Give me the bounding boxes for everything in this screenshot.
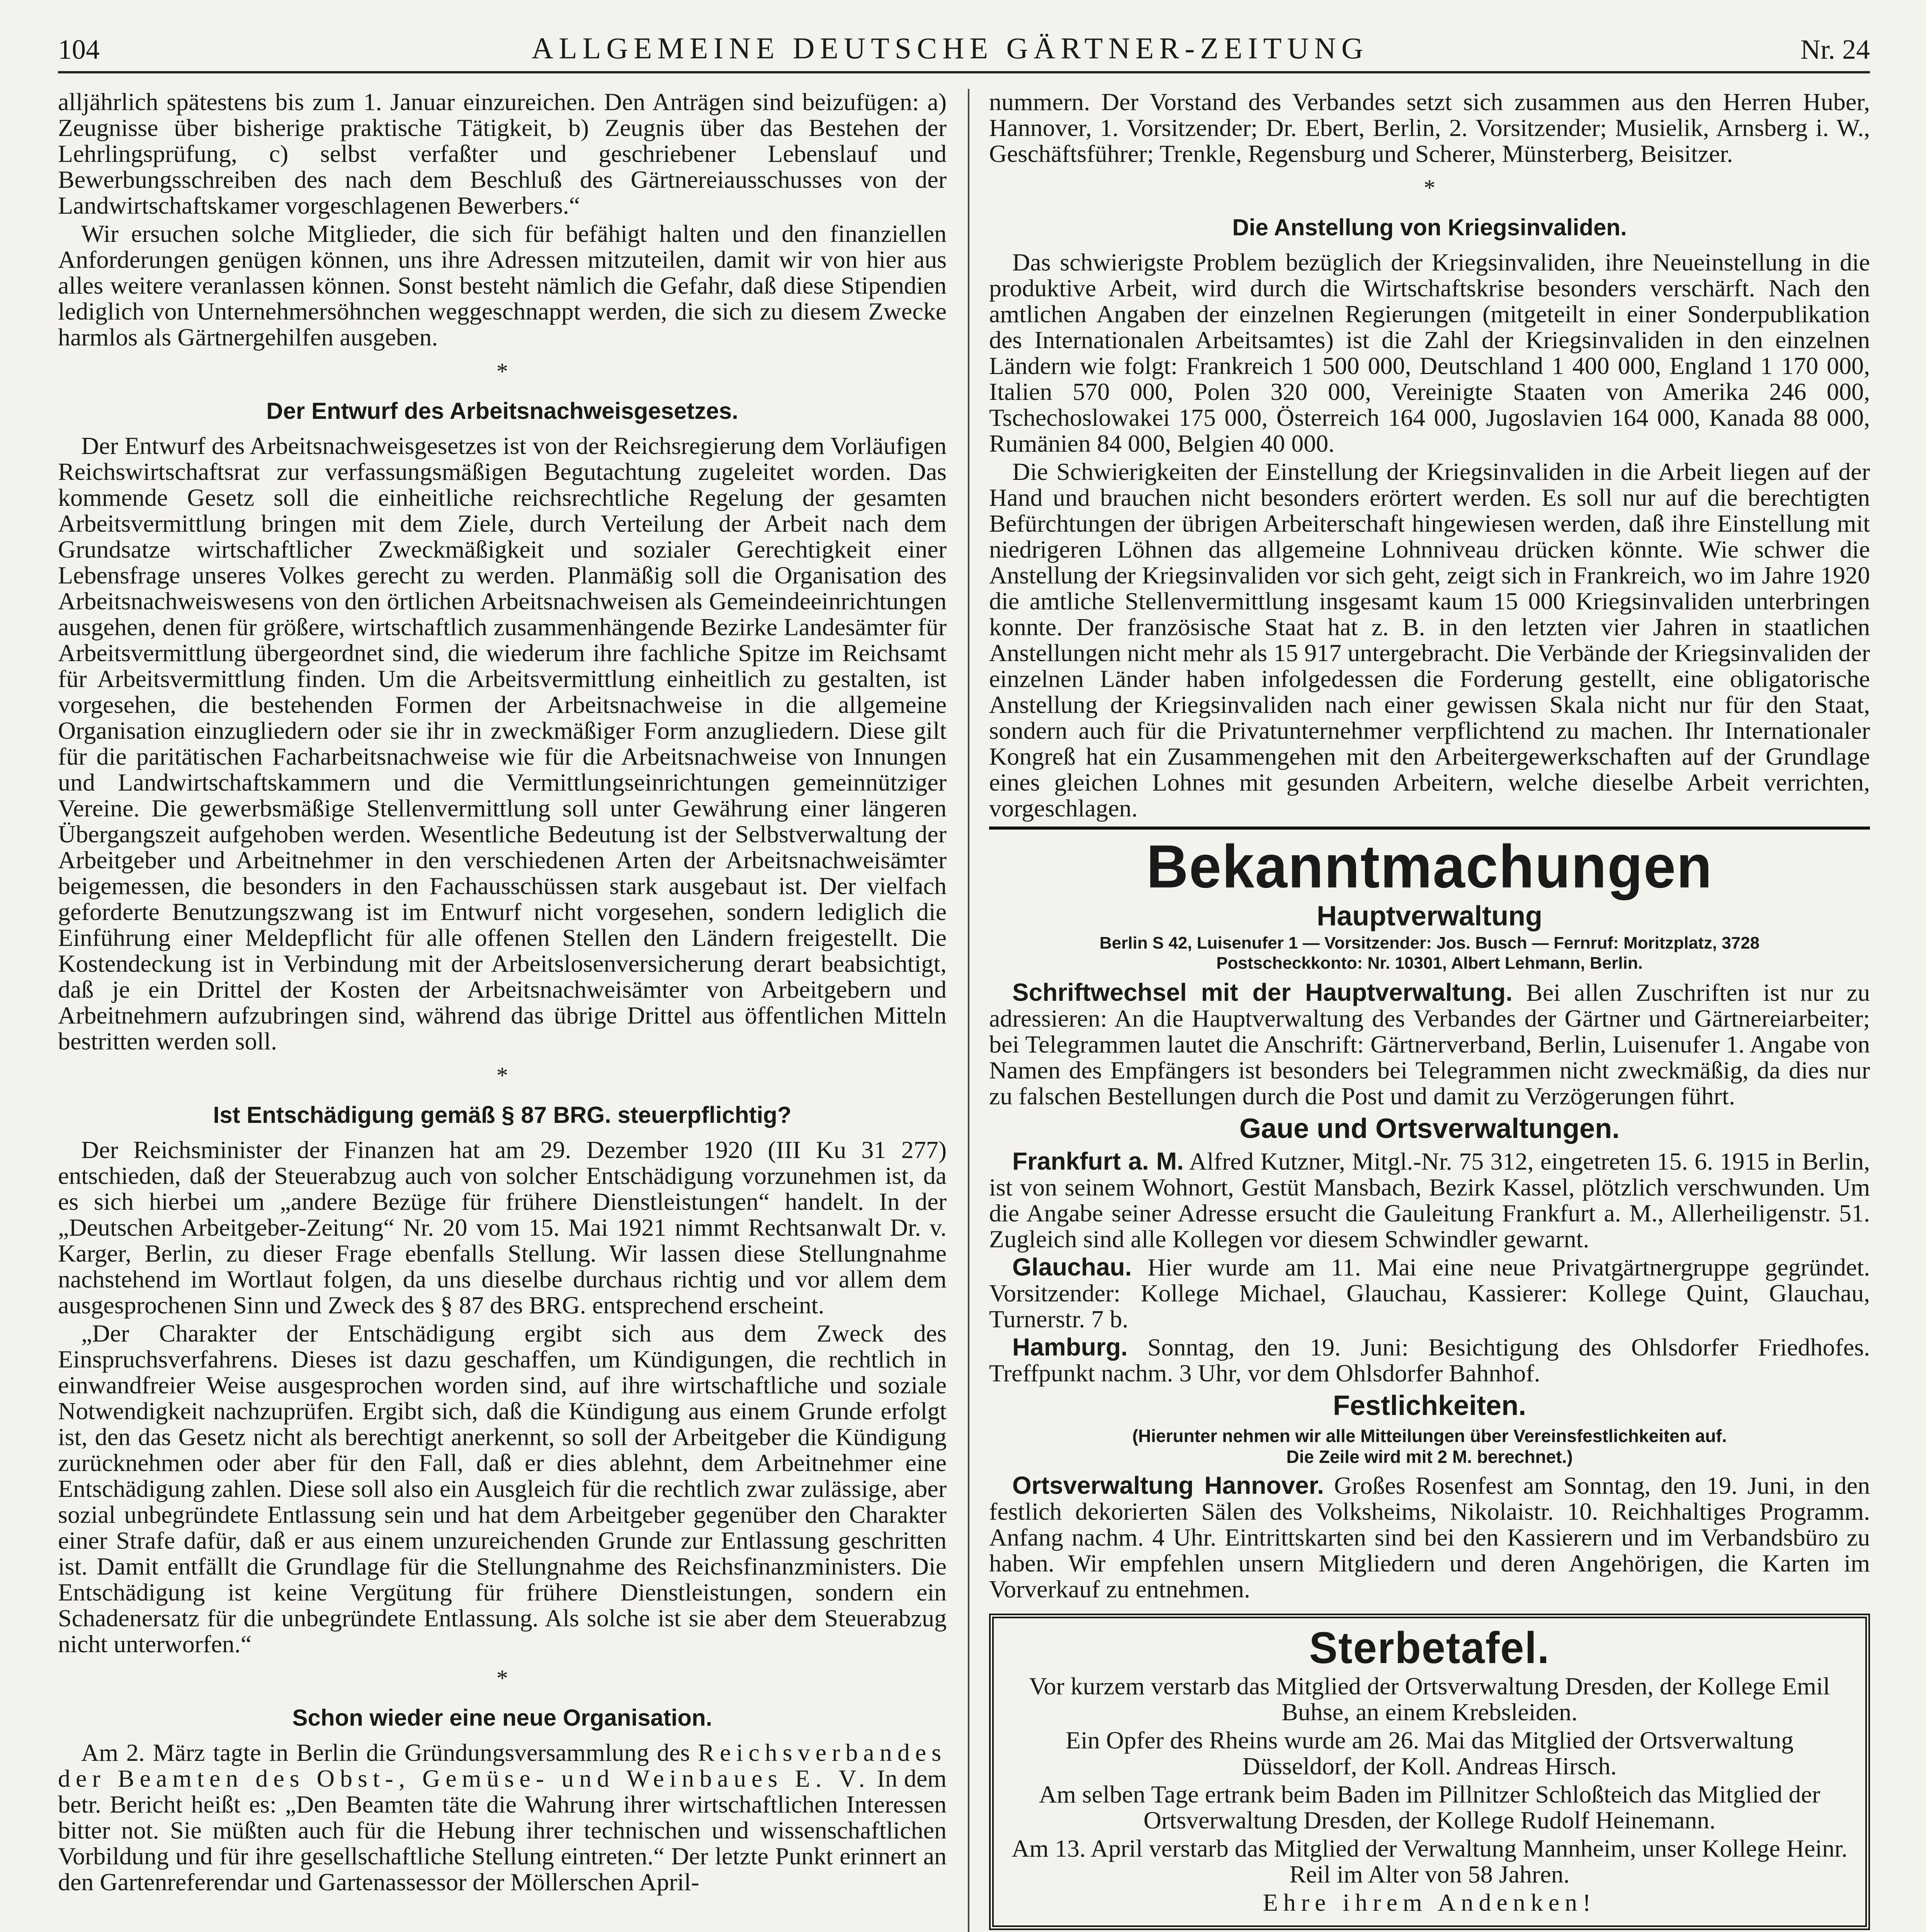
spaced-name: Reichsverbandes der Beamten des Obst-, Gemüse- und Weinbaues E. V. — [58, 1739, 947, 1792]
text: Hier wurde am 11. Mai eine neue Privatgärtnergruppe gegründet. Vorsitzender: Kollege Michael, Glauchau, Kassierer: Kollege Quint, Glauchau, Turnerstr. 7 b. — [989, 1253, 1870, 1333]
separator-star: * — [496, 1063, 508, 1088]
closing-line: Ehre ihrem Andenken! — [1263, 1889, 1596, 1916]
paragraph: nummern. Der Vorstand des Verbandes setzt sich zusammen aus den Herren Huber, Hannover, 1. Vorsitzender; Dr. Ebert, Berlin, 2. Vorsitzender; Musielik, Arnsberg i. W., Geschäftsführer; Trenkle, Regensburg und Scherer, Münsterberg, Beisitzer. — [989, 88, 1870, 167]
paragraph: Ein Opfer des Rheins wurde am 26. Mai das Mitglied der Ortsverwaltung Düsseldorf, der Koll. Andreas Hirsch. — [1065, 1726, 1794, 1780]
paragraph: Am 13. April verstarb das Mitglied der Verwaltung Mannheim, unser Kollege Heinr. Reil im Alter von 58 Jahren. — [1011, 1835, 1848, 1888]
paragraph: Vor kurzem verstarb das Mitglied der Ortsverwaltung Dresden, der Kollege Emil Buhse, an einem Krebsleiden. — [1029, 1672, 1830, 1726]
announcements-section — [989, 827, 1870, 1930]
lead-in: Ortsverwaltung Hannover. — [1012, 1471, 1324, 1499]
lead-in: Hamburg. — [1012, 1333, 1128, 1361]
issue-number: Nr. 24 — [1800, 34, 1870, 65]
note-line: Die Zeile wird mit 2 M. berechnet.) — [1286, 1447, 1573, 1467]
announcements-title: Bekanntmachungen — [1146, 832, 1713, 901]
text: Bei allen Zuschriften ist nur zu adressieren: An die Hauptverwaltung des Verbandes der Gärtner und Gärtnereiarbeiter; bei Telegrammen lautet die Anschrift: Gärtnerverband, Berlin, Luisenufer 1. Angabe von Namen des Empfängers ist besonders bei Telegrammen nicht zweckmäßig, da dies nur zu falschen Bestellungen durch die Post und damit zu Verzögerungen führt. — [989, 979, 1870, 1110]
paragraph — [989, 1148, 1870, 1252]
paragraph: Das schwierigste Problem bezüglich der Kriegsinvaliden, ihre Neueinstellung in die produktive Arbeit, wird durch die Wirtschaftskrise besonders verschärft. Nach den amtlichen Angaben der einzelnen Regierungen (mitgeteilt in einer Sonderpublikation des Internationalen Arbeitsamtes) ist die Zahl der Kriegsinvaliden in den einzelnen Ländern wie folgt: Frankreich 1 500 000, Deutschland 1 400 000, England 1 170 000, Italien 570 000, Polen 320 000, Vereinigte Staaten von Amerika 246 000, Tschechoslowakei 175 000, Österreich 164 000, Jugoslavien 164 000, Kanada 88 000, Rumänien 84 000, Belgien 40 000. — [989, 248, 1870, 457]
page-number: 104 — [58, 34, 100, 65]
text: Großes Rosenfest am Sonntag, den 19. Juni, in den festlich dekorierten Sälen des Volksheims, Nikolaistr. 10. Reichhaltiges Programm. Anfang nachm. 4 Uhr. Eintrittskarten sind bei den Kassierern und im Verbandsbüro zu haben. Wir empfehlen unsern Mitgliedern und deren Angehörigen, die Karten im Vorverkauf zu entnehmen. — [989, 1472, 1870, 1603]
paragraph: alljährlich spätestens bis zum 1. Januar einzureichen. Den Anträgen sind beizufügen: a) Zeugnisse über bisherige praktische Tätigkeit, b) Zeugnis über das Bestehen der Lehrlingsprüfung, c) selbst verfaßter und geschriebener Lebenslauf und Bewerbungsschreiben des nach dem Beschluß des Gärtnereiausschusses von der Landwirtschaftskamer vorgeschlagenen Bewerbers.“ — [58, 88, 947, 219]
paragraph — [989, 980, 1870, 1109]
text: Sonntag, den 19. Juni: Besichtigung des Ohlsdorfer Friedhofes. Treffpunkt nachm. 3 Uhr, vor dem Ohlsdorfer Bahnhof. — [989, 1333, 1870, 1387]
text: Am 2. März tagte in Berlin die Gründungsversammlung des — [81, 1739, 690, 1766]
right-column — [989, 89, 1870, 1930]
lead-in: Glauchau. — [1012, 1253, 1132, 1281]
paragraph — [58, 1740, 947, 1895]
lead-in: Schriftwechsel mit der Hauptverwaltung. — [1012, 978, 1513, 1006]
main-office-title: Hauptverwaltung — [1316, 901, 1543, 932]
paragraph — [989, 1334, 1870, 1386]
column-divider — [968, 89, 969, 1932]
newspaper-title: ALLGEMEINE DEUTSCHE GÄRTNER-ZEITUNG — [531, 31, 1369, 65]
text: In dem betr. Bericht heißt es: „Den Beamten täte die Wahrung ihrer wirtschaftlichen Interessen bitter not. Sie müßten auch für die Hebung ihrer technischen und wissenschaftlichen Vorbildung und für ihre gesellschaftliche Stellung eintreten.“ Der letzte Punkt erinnert an den Gartenreferendar und Gartenassessor der Möllerschen April- — [58, 1765, 947, 1896]
left-column — [58, 89, 947, 1897]
paragraph: Die Schwierigkeiten der Einstellung der Kriegsinvaliden in die Arbeit liegen auf der Hand und brauchen nicht besonders erörtert werden. Es soll nur auf die berechtigten Befürchtungen der übrigen Arbeiterschaft hingewiesen werden, daß ihre Einstellung mit niedrigeren Löhnen das allgemeine Lohnniveau drücken könnte. Wie schwer die Anstellung der Kriegsinvaliden vor sich geht, zeigt sich in Frankreich, wo im Jahre 1920 die amtliche Stellenvermittlung insgesamt kaum 15 000 Kriegsinvaliden unterbringen konnte. Der französische Staat hat z. B. in den letzten vier Jahren in staatlichen Anstellungen nicht mehr als 15 917 untergebracht. Die Verbände der Kriegsinvaliden der einzelnen Länder haben infolgedessen die Forderung gestellt, eine obligatorische Anstellung der Kriegsinvaliden nach einer gewissen Skala nicht nur für den Staat, sondern auch für die Privatunternehmer verpflichtend zu machen. Ihr Internationaler Kongreß hat ein Zusammengehen mit den Arbeitergewerkschaften auf der Grundlage eines gleichen Lohnes mit gesunden Arbeitern, welche dieselbe Arbeit verrichten, vorgeschlagen. — [989, 458, 1870, 822]
lead-in: Frankfurt a. M. — [1012, 1147, 1184, 1175]
paragraph: Wir ersuchen solche Mitglieder, die sich für befähigt halten und den finanziellen Anforderungen genügen können, uns ihre Adressen mitzuteilen, damit wir von hier aus alles weitere veranlassen können. Sonst besteht nämlich die Gefahr, daß diese Stipendien lediglich von Unternehmersöhnchen weggeschnappt werden, die sich zu diesem Zwecke harmlos als Gärtnergehilfen ausgeben. — [58, 220, 947, 351]
paragraph — [989, 1254, 1870, 1332]
article-heading: Ist Entschädigung gemäß § 87 BRG. steuerpflichtig? — [213, 1102, 792, 1128]
paragraph: Der Entwurf des Arbeitsnachweisgesetzes ist von der Reichsregierung dem Vorläufigen Reichswirtschaftsrat zur verfassungsmäßigen Begutachtung zugeleitet worden. Das kommende Gesetz soll die einheitliche reichsrechtliche Regelung der gesamten Arbeitsvermittlung bringen mit dem Ziele, durch Verteilung der Arbeit nach dem Grundsatze wirtschaftlicher Zweckmäßigkeit und sozialer Gerechtigkeit einer Lebensfrage unseres Volkes gerecht zu werden. Planmäßig soll die Organisation des Arbeitsnachweiswesens von den örtlichen Arbeitsnachweisen als Gemeindeeinrichtungen ausgehen, denen für größere, wirtschaftlich zusammenhängende Bezirke Landesämter für Arbeitsvermittlung übergeordnet sind, die wiederum ihre fachliche Spitze im Reichsamt für Arbeitsvermittlung finden. Um die Arbeitsvermittlung einheitlich zu gestalten, ist vorgesehen, die bestehenden Formen der Arbeitsnachweise in die allgemeine Organisation einzugliedern oder sie ihr in zweckmäßiger Form anzugliedern. Diese gilt für die paritätischen Facharbeitsnachweise wie für die Arbeitsnachweise von Innungen und Landwirtschaftskammern und die Vermittlungseinrichtungen gemeinnütziger Vereine. Die gewerbsmäßige Stellenvermittlung soll unter Gewährung einer längeren Übergangszeit aufgehoben werden. Wesentliche Bedeutung ist der Selbstverwaltung der Arbeitgeber und Arbeitnehmer in den verschiedenen Arten der Arbeitsnachweisämter beigemessen, die besonders in den Fachausschüssen stark ausgebaut ist. Der vielfach geforderte Benutzungszwang ist im Entwurf nicht vorgesehen, sondern lediglich die Einführung einer Meldepflicht für alle offenen Stellen den Ländern freigestellt. Die Kostendeckung ist in Verbindung mit der Arbeitslosenversicherung derart beabsichtigt, daß je ein Drittel der Kosten der Arbeitsnachweisämter von Arbeitgebern und Arbeitnehmern aufzubringen sind, während das übrige Drittel aus öffentlichen Mitteln bestritten werden soll. — [58, 432, 947, 1055]
paragraph: Am selben Tage ertrank beim Baden im Pillnitzer Schloßteich das Mitglied der Ortsverwaltung Dresden, der Kollege Rudolf Heinemann. — [1039, 1781, 1821, 1834]
section-title: Festlichkeiten. — [1333, 1390, 1527, 1421]
section-title: Gaue und Ortsverwaltungen. — [1239, 1113, 1620, 1144]
page-header — [58, 27, 1870, 73]
separator-star: * — [496, 1665, 508, 1691]
paragraph: „Der Charakter der Entschädigung ergibt sich aus dem Zweck des Einspruchsverfahrens. Dieses ist dazu geschaffen, um Kündigungen, die rechtlich in einwandfreier Weise ausgesprochen worden sind, auf ihre wirtschaftliche und soziale Notwendigkeit nachzuprüfen. Ergibt sich, daß die Kündigung aus einem Grunde erfolgt ist, den das Gesetz nicht als berechtigt anerkennt, so soll der Arbeitgeber die Kündigung zurücknehmen oder aber für den Fall, daß er dies ablehnt, dem Arbeitnehmer eine Entschädigung zahlen. Diese soll also ein Ausgleich für die rechtlich zwar zulässige, aber sozial unbegründete Entlassung sein und hat dem Arbeitgeber gegenüber den Charakter einer Strafe dafür, daß er aus einem unzureichenden Grunde zur Entlassung geschritten ist. Damit entfällt die Grundlage für die Stellungnahme des Reichsfinanzministers. Die Entschädigung ist keine Vergütung für frühere Dienstleistungen, sondern ein Schadenersatz für die unbegründete Entlassung. Als solche ist sie aber dem Steuerabzug nicht unterworfen.“ — [58, 1320, 947, 1658]
text: Alfred Kutzner, Mitgl.-Nr. 75 312, eingetreten 15. 6. 1915 in Berlin, ist von seinem Wohnort, Gestüt Mansbach, Bezirk Kassel, plötzlich verschwunden. Um die Angabe seiner Adresse ersucht die Gauleitung Frankfurt a. M., Allerheiligenstr. 51. Zugleich sind alle Kollegen vor diesem Schwindler gewarnt. — [989, 1148, 1870, 1253]
paragraph — [989, 1473, 1870, 1602]
article-heading: Der Entwurf des Arbeitsnachweisgesetzes. — [266, 398, 738, 424]
article-heading: Schon wieder eine neue Organisation. — [292, 1705, 712, 1731]
note-line: (Hierunter nehmen wir alle Mitteilungen über Vereinsfestlichkeiten auf. — [1132, 1426, 1727, 1446]
obituary-title: Sterbetafel. — [1309, 1622, 1550, 1673]
address-line: Postscheckkonto: Nr. 10301, Albert Lehmann, Berlin. — [1216, 954, 1643, 973]
separator-star: * — [496, 359, 508, 384]
article-heading: Die Anstellung von Kriegsinvaliden. — [1232, 214, 1627, 240]
separator-star: * — [1424, 175, 1435, 201]
obituary-box — [989, 1614, 1870, 1930]
paragraph: Der Reichsminister der Finanzen hat am 29. Dezember 1920 (III Ku 31 277) entschieden, daß der Steuerabzug auch von solcher Entschädigung vorzunehmen ist, da es sich hierbei um „andere Bezüge für frühere Dienstleistungen“ handelt. In der „Deutschen Arbeitgeber-Zeitung“ Nr. 20 vom 15. Mai 1921 nimmt Rechtsanwalt Dr. v. Karger, Berlin, zu dieser Frage ebenfalls Stellung. Wir lassen diese Stellungnahme nachstehend im Wortlaut folgen, da uns dieselbe durchaus richtig und vor allem dem ausgesprochenen Sinn und Zweck des § 87 des BRG. entsprechend erscheint. — [58, 1136, 947, 1319]
address-line: Berlin S 42, Luisenufer 1 — Vorsitzender: Jos. Busch — Fernruf: Moritzplatz, 3728 — [1099, 934, 1760, 952]
